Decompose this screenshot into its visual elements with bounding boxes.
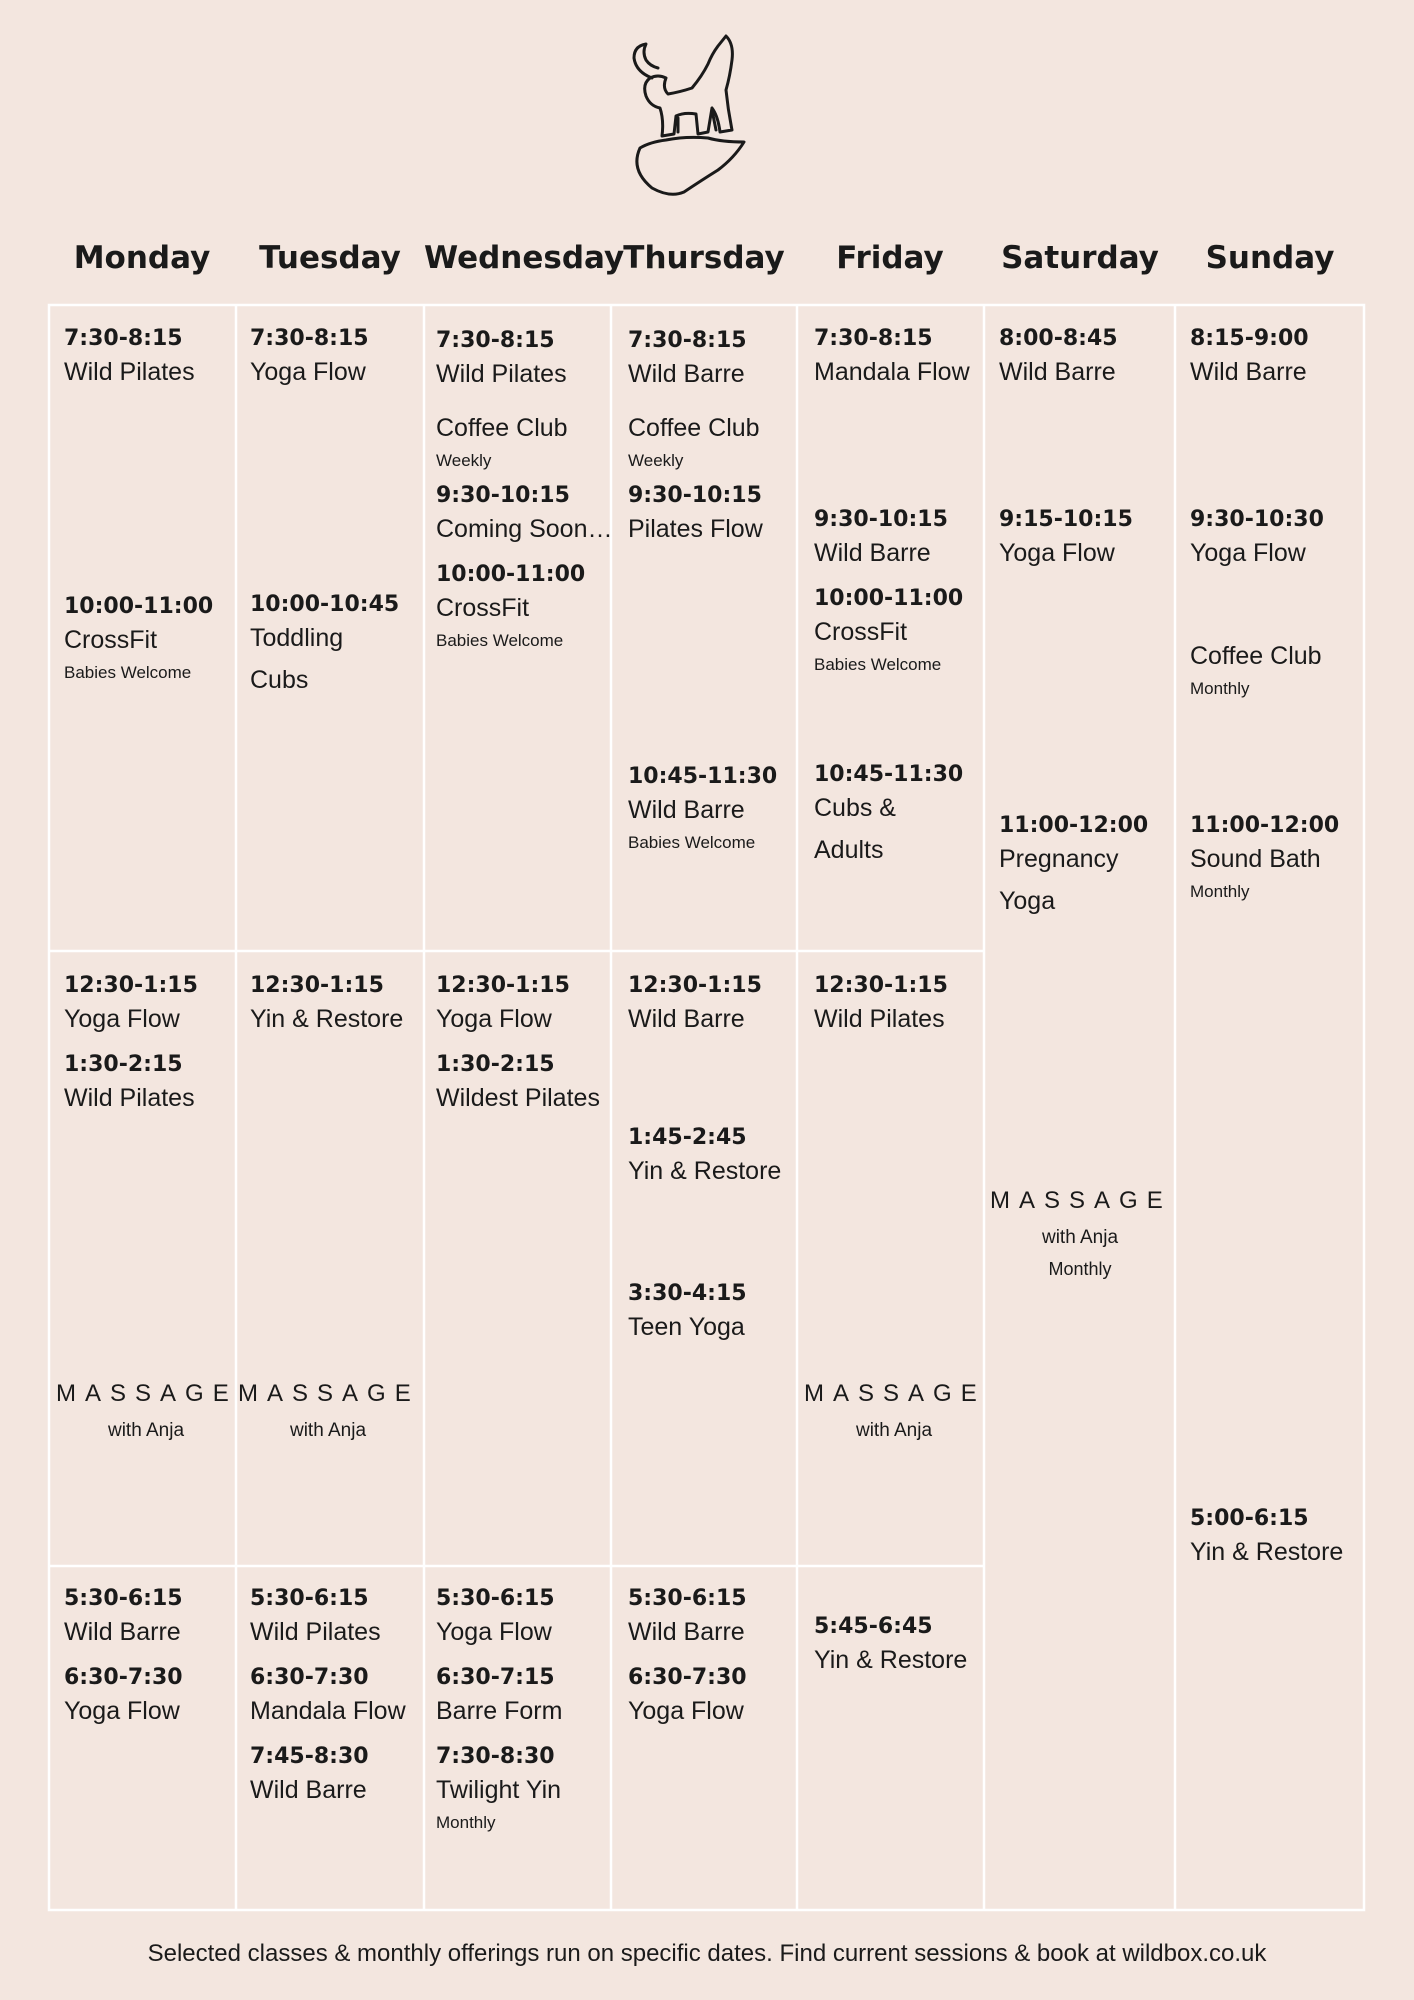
day-header-tuesday: Tuesday xyxy=(259,240,401,276)
spacer xyxy=(436,1653,562,1665)
class-name: Coming Soon… xyxy=(436,515,613,543)
class-time: 6:30-7:30 xyxy=(628,1665,747,1690)
class-block xyxy=(628,1586,747,1732)
class-name: Yoga Flow xyxy=(64,1005,180,1033)
class-block xyxy=(628,328,763,550)
class-time: 11:00-12:00 xyxy=(1190,813,1340,838)
class-name-line: Adults xyxy=(814,836,884,864)
class-name: Wild Barre xyxy=(628,360,745,388)
day-header-wednesday: Wednesday xyxy=(424,240,625,276)
massage-block xyxy=(804,1380,984,1442)
massage-therapist: with Anja xyxy=(1041,1227,1119,1248)
class-time: 9:30-10:30 xyxy=(1190,507,1324,532)
class-block xyxy=(250,326,369,393)
class-block xyxy=(1190,326,1309,393)
spacer xyxy=(814,574,963,586)
massage-therapist: with Anja xyxy=(107,1420,185,1441)
class-block xyxy=(1190,507,1324,574)
class-block xyxy=(814,1614,967,1681)
class-name: CrossFit xyxy=(814,618,908,646)
class-time: 7:30-8:15 xyxy=(814,326,933,351)
class-name: Wild Pilates xyxy=(64,1084,195,1112)
class-name: Wild Pilates xyxy=(64,358,195,386)
class-block xyxy=(628,764,777,853)
class-name: CrossFit xyxy=(436,594,530,622)
spacer xyxy=(436,471,612,483)
class-block xyxy=(64,594,213,683)
massage-frequency: Monthly xyxy=(1048,1259,1112,1279)
class-name: Yoga Flow xyxy=(250,358,366,386)
class-time: 1:45-2:45 xyxy=(628,1125,747,1150)
class-block xyxy=(999,326,1118,393)
class-block xyxy=(250,592,399,701)
class-block xyxy=(814,326,970,393)
class-name: CrossFit xyxy=(64,626,158,654)
class-note: Babies Welcome xyxy=(436,631,564,650)
class-time: 10:00-11:00 xyxy=(814,586,964,611)
class-name: Wild Barre xyxy=(250,1776,367,1804)
class-block xyxy=(436,1586,562,1833)
class-name: Wild Pilates xyxy=(814,1005,945,1033)
class-name: Yoga Flow xyxy=(436,1005,552,1033)
class-time: 5:00-6:15 xyxy=(1190,1506,1309,1531)
massage-title: MASSAGE xyxy=(56,1380,238,1407)
class-note: Babies Welcome xyxy=(628,833,756,852)
class-time: 10:45-11:30 xyxy=(628,764,778,789)
spacer xyxy=(628,395,763,407)
day-header-sunday: Sunday xyxy=(1205,240,1335,276)
class-time: 1:30-2:15 xyxy=(436,1052,555,1077)
class-name: Pilates Flow xyxy=(628,515,763,543)
massage-block xyxy=(990,1187,1170,1280)
class-time: 7:30-8:15 xyxy=(250,326,369,351)
class-name: Wild Barre xyxy=(628,1005,745,1033)
class-name: Yoga Flow xyxy=(436,1618,552,1646)
class-name: Coffee Club xyxy=(1190,642,1322,670)
class-note: Monthly xyxy=(436,1813,496,1832)
spacer xyxy=(436,1732,562,1744)
day-header-monday: Monday xyxy=(73,240,211,276)
class-block xyxy=(999,813,1148,922)
class-time: 8:15-9:00 xyxy=(1190,326,1309,351)
class-time: 6:30-7:30 xyxy=(64,1665,183,1690)
massage-title: MASSAGE xyxy=(990,1187,1172,1214)
class-name-line: Yoga xyxy=(999,887,1056,915)
class-time: 7:45-8:30 xyxy=(250,1744,369,1769)
class-name: Wild Barre xyxy=(64,1618,181,1646)
class-time: 6:30-7:15 xyxy=(436,1665,555,1690)
class-block xyxy=(999,507,1133,574)
class-name: Mandala Flow xyxy=(814,358,970,386)
spacer xyxy=(436,550,612,562)
class-block xyxy=(436,328,612,651)
class-name: Wild Barre xyxy=(628,1618,745,1646)
class-name: Yoga Flow xyxy=(64,1697,180,1725)
class-time: 9:30-10:15 xyxy=(814,507,948,532)
class-time: 1:30-2:15 xyxy=(64,1052,183,1077)
day-header-saturday: Saturday xyxy=(1001,240,1159,276)
class-name: Teen Yoga xyxy=(628,1313,745,1341)
class-name: Wild Barre xyxy=(999,358,1116,386)
spacer xyxy=(436,1040,600,1052)
class-note: Babies Welcome xyxy=(814,655,942,674)
class-block xyxy=(250,1586,406,1811)
massage-title: MASSAGE xyxy=(804,1380,986,1407)
class-time: 5:30-6:15 xyxy=(250,1586,369,1611)
massage-block xyxy=(56,1380,236,1442)
class-block xyxy=(64,1586,183,1732)
class-name: Yin & Restore xyxy=(628,1157,782,1185)
class-time: 5:30-6:15 xyxy=(64,1586,183,1611)
class-note: Monthly xyxy=(1190,679,1250,698)
massage-block xyxy=(238,1380,418,1442)
class-time: 8:00-8:45 xyxy=(999,326,1118,351)
massage-title: MASSAGE xyxy=(238,1380,420,1407)
class-name: Yoga Flow xyxy=(1190,539,1306,567)
massage-therapist: with Anja xyxy=(289,1420,367,1441)
class-name: Yin & Restore xyxy=(814,1646,968,1674)
class-name: Wild Barre xyxy=(628,796,745,824)
class-time: 12:30-1:15 xyxy=(64,973,198,998)
class-time: 10:00-11:00 xyxy=(64,594,214,619)
class-name: Yoga Flow xyxy=(628,1697,744,1725)
class-block xyxy=(1190,1506,1343,1573)
class-time: 5:45-6:45 xyxy=(814,1614,933,1639)
class-name: Pregnancy xyxy=(999,845,1119,873)
class-time: 7:30-8:30 xyxy=(436,1744,555,1769)
class-name-line: Cubs xyxy=(250,666,309,694)
class-block xyxy=(628,1125,781,1192)
day-header-thursday: Thursday xyxy=(623,240,785,276)
class-name: Mandala Flow xyxy=(250,1697,406,1725)
class-note: Weekly xyxy=(436,451,492,470)
class-note: Monthly xyxy=(1190,882,1250,901)
class-name: Coffee Club xyxy=(628,414,760,442)
class-name: Wild Barre xyxy=(814,539,931,567)
class-time: 12:30-1:15 xyxy=(250,973,384,998)
class-name: Sound Bath xyxy=(1190,845,1321,873)
class-name: Wild Barre xyxy=(1190,358,1307,386)
class-time: 5:30-6:15 xyxy=(628,1586,747,1611)
class-name: Barre Form xyxy=(436,1697,563,1725)
class-name: Cubs & xyxy=(814,794,896,822)
massage-therapist: with Anja xyxy=(855,1420,933,1441)
class-name: Wildest Pilates xyxy=(436,1084,600,1112)
class-name: Toddling xyxy=(250,624,344,652)
class-time: 12:30-1:15 xyxy=(814,973,948,998)
class-block xyxy=(628,1281,747,1348)
footer-note: Selected classes & monthly offerings run on specific dates. Find current sessions & book at wildbox.co.uk xyxy=(147,1940,1267,1967)
class-block xyxy=(250,973,403,1040)
spacer xyxy=(64,1040,198,1052)
class-block xyxy=(628,973,762,1040)
spacer xyxy=(628,1653,747,1665)
class-time: 10:00-11:00 xyxy=(436,562,586,587)
class-time: 9:30-10:15 xyxy=(628,483,762,508)
class-block xyxy=(1190,813,1339,902)
class-block xyxy=(64,326,195,393)
class-time: 10:45-11:30 xyxy=(814,762,964,787)
class-name: Yin & Restore xyxy=(250,1005,404,1033)
day-header-friday: Friday xyxy=(836,240,944,276)
class-name: Yoga Flow xyxy=(999,539,1115,567)
class-time: 5:30-6:15 xyxy=(436,1586,555,1611)
spacer xyxy=(436,395,612,407)
class-time: 9:30-10:15 xyxy=(436,483,570,508)
class-time: 7:30-8:15 xyxy=(436,328,555,353)
class-note: Babies Welcome xyxy=(64,663,192,682)
class-block xyxy=(1190,635,1322,699)
class-block xyxy=(436,973,600,1119)
class-name: Yin & Restore xyxy=(1190,1538,1344,1566)
spacer xyxy=(64,1653,183,1665)
class-time: 3:30-4:15 xyxy=(628,1281,747,1306)
class-block xyxy=(814,762,963,871)
class-time: 6:30-7:30 xyxy=(250,1665,369,1690)
spacer xyxy=(250,1732,406,1744)
class-name: Wild Pilates xyxy=(250,1618,381,1646)
class-block xyxy=(64,973,198,1119)
class-time: 7:30-8:15 xyxy=(64,326,183,351)
class-time: 10:00-10:45 xyxy=(250,592,400,617)
class-time: 9:15-10:15 xyxy=(999,507,1133,532)
class-name: Coffee Club xyxy=(436,414,568,442)
spacer xyxy=(628,471,763,483)
class-time: 7:30-8:15 xyxy=(628,328,747,353)
class-block xyxy=(814,507,963,675)
class-time: 12:30-1:15 xyxy=(436,973,570,998)
class-note: Weekly xyxy=(628,451,684,470)
class-time: 11:00-12:00 xyxy=(999,813,1149,838)
class-time: 12:30-1:15 xyxy=(628,973,762,998)
class-block xyxy=(814,973,948,1040)
spacer xyxy=(250,1653,406,1665)
class-name: Wild Pilates xyxy=(436,360,567,388)
class-name: Twilight Yin xyxy=(436,1776,562,1804)
